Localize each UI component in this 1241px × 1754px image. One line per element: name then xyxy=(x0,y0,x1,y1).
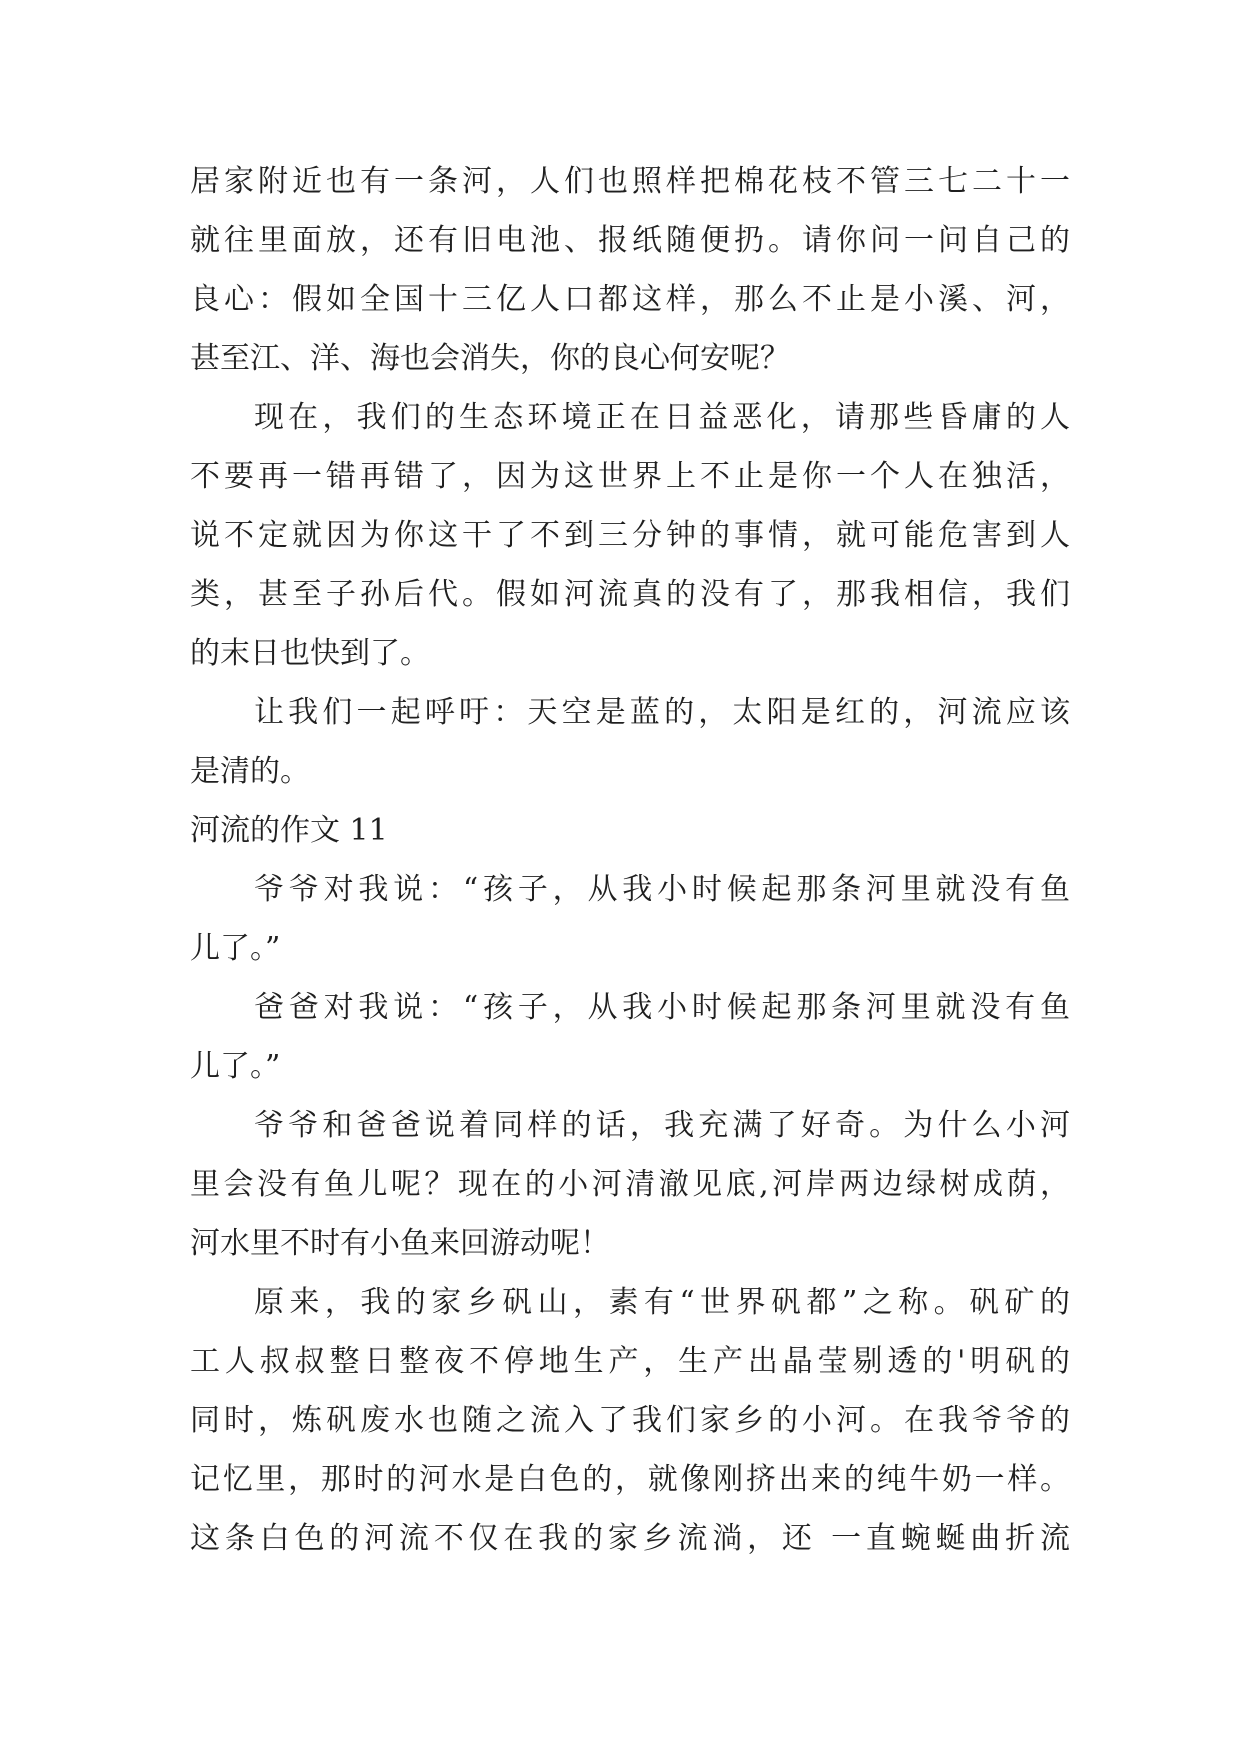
text-line: 是清的。 xyxy=(190,754,310,789)
text-line: 说不定就因为你这干了不到三分钟的事情，就可能危害到人 xyxy=(190,518,1070,553)
text-line: 现在，我们的生态环境正在日益恶化，请那些昏庸的人 xyxy=(254,400,1070,435)
document-body xyxy=(190,152,1070,1568)
text-line: 良心：假如全国十三亿人口都这样，那么不止是小溪、河， xyxy=(190,282,1070,317)
text-line: 儿了。” xyxy=(190,1049,281,1084)
text-line: 里会没有鱼儿呢？现在的小河清澈见底,河岸两边绿树成荫， xyxy=(190,1167,1070,1202)
text-line: 就往里面放，还有旧电池、报纸随便扔。请你问一问自己的 xyxy=(190,223,1070,258)
text-line: 甚至江、洋、海也会消失，你的良心何安呢？ xyxy=(190,341,790,376)
text-line: 爷爷对我说：“孩子，从我小时候起那条河里就没有鱼 xyxy=(254,872,1070,907)
text-line: 同时，炼矾废水也随之流入了我们家乡的小河。在我爷爷的 xyxy=(190,1403,1070,1438)
text-line: 原来，我的家乡矾山，素有“世界矾都”之称。矾矿的 xyxy=(254,1285,1070,1320)
text-line: 这条白色的河流不仅在我的家乡流淌，还 一直蜿蜒曲折流 xyxy=(190,1521,1070,1556)
text-line: 工人叔叔整日整夜不停地生产，生产出晶莹剔透的'明矾的 xyxy=(190,1344,1070,1379)
text-line: 爸爸对我说：“孩子，从我小时候起那条河里就没有鱼 xyxy=(254,990,1070,1025)
text-line: 让我们一起呼吁：天空是蓝的，太阳是红的，河流应该 xyxy=(254,695,1070,730)
text-line: 儿了。” xyxy=(190,931,281,966)
text-line: 河水里不时有小鱼来回游动呢！ xyxy=(190,1226,610,1261)
text-line: 居家附近也有一条河，人们也照样把棉花枝不管三七二十一 xyxy=(190,164,1070,199)
text-line: 类，甚至子孙后代。假如河流真的没有了，那我相信，我们 xyxy=(190,577,1070,612)
text-line: 不要再一错再错了，因为这世界上不止是你一个人在独活， xyxy=(190,459,1070,494)
text-line: 爷爷和爸爸说着同样的话，我充满了好奇。为什么小河 xyxy=(254,1108,1070,1143)
text-line: 河流的作文 11 xyxy=(190,813,388,848)
text-line: 记忆里，那时的河水是白色的，就像刚挤出来的纯牛奶一样。 xyxy=(190,1462,1070,1497)
text-line: 的末日也快到了。 xyxy=(190,636,430,671)
